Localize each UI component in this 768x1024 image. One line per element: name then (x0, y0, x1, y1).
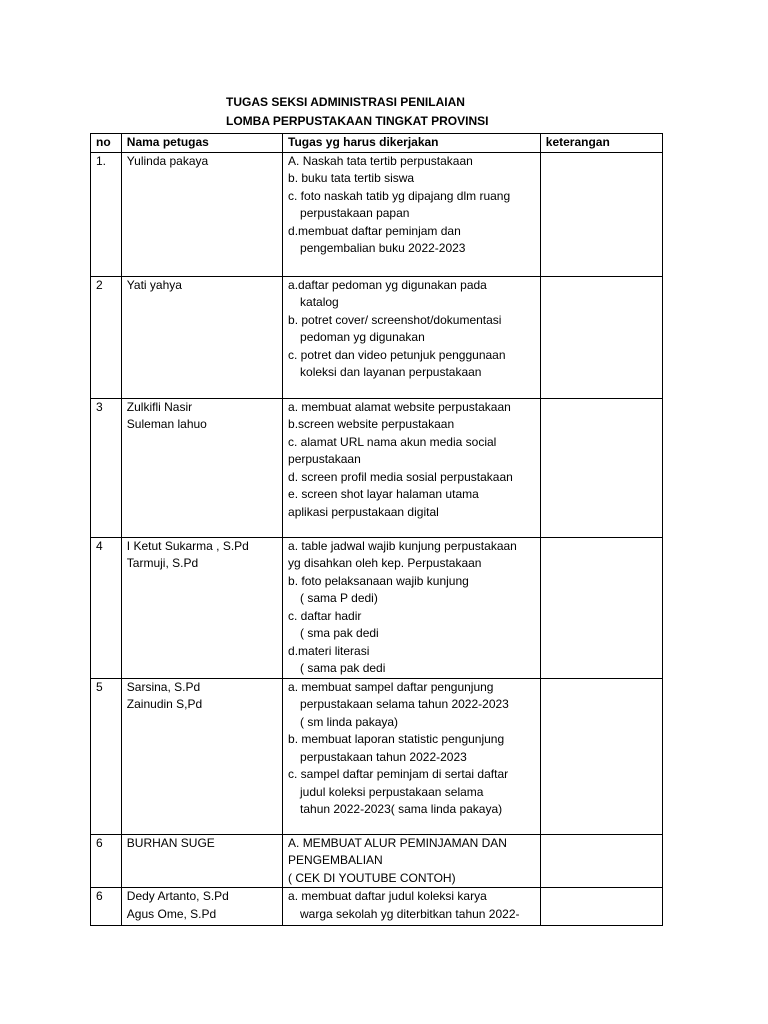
task-line: ( sama P dedi) (300, 591, 378, 605)
cell-tugas (283, 398, 541, 537)
cell-keterangan (540, 152, 662, 276)
cell-tugas (283, 888, 541, 926)
task-line: c. foto naskah tatib yg dipajang dlm ruang (288, 188, 511, 203)
petugas-name: Yati yahya (126, 277, 182, 292)
cell-keterangan (540, 398, 662, 537)
task-line: b. potret cover/ screenshot/dokumentasi (288, 312, 502, 327)
cell-no: 6 (91, 888, 122, 926)
table-row (91, 276, 663, 398)
task-line: A. MEMBUAT ALUR PEMINJAMAN DAN (288, 835, 507, 850)
cell-tugas (283, 152, 541, 276)
task-line: c. potret dan video petunjuk penggunaan (288, 347, 506, 362)
petugas-name: I Ketut Sukarma , S.Pd (126, 538, 249, 553)
task-line: ( CEK DI YOUTUBE CONTOH) (288, 870, 456, 885)
task-line: warga sekolah yg diterbitkan tahun 2022- (300, 906, 520, 921)
task-line: a. membuat sampel daftar pengunjung (288, 679, 494, 694)
task-line: c. daftar hadir (288, 608, 362, 623)
task-table (90, 133, 663, 926)
task-line: a.daftar pedoman yg digunakan pada (288, 277, 487, 292)
petugas-name: Suleman lahuo (126, 417, 207, 431)
cell-nama-petugas (121, 398, 282, 537)
table-header-row (91, 134, 663, 153)
task-line: tahun 2022-2023( sama linda pakaya) (300, 802, 503, 816)
task-line: ( sma pak dedi (300, 626, 379, 640)
cell-tugas (283, 276, 541, 398)
table-row (91, 398, 663, 537)
task-line: perpustakaan papan (300, 206, 410, 220)
petugas-name: Zainudin S,Pd (126, 697, 203, 711)
task-line: c. sampel daftar peminjam di sertai daftar (288, 767, 509, 781)
header-tugas: Tugas yg harus dikerjakan (283, 134, 541, 153)
cell-nama-petugas (121, 276, 282, 398)
task-line: d. screen profil media sosial perpustakaan (288, 469, 513, 484)
task-line: perpustakaan tahun 2022-2023 (300, 749, 467, 764)
task-line: a. membuat daftar judul koleksi karya (288, 889, 487, 903)
petugas-name: Yulinda pakaya (126, 153, 209, 168)
cell-keterangan (540, 888, 662, 926)
task-line: b. foto pelaksanaan wajib kunjung (288, 573, 469, 588)
task-line: ( sm linda pakaya) (300, 714, 399, 729)
task-line: pedoman yg digunakan (300, 330, 425, 344)
table-row (91, 834, 663, 888)
task-line: PENGEMBALIAN (288, 853, 383, 867)
task-line: a. membuat alamat website perpustakaan (288, 399, 511, 414)
task-line: a. table jadwal wajib kunjung perpustakaan (288, 538, 517, 553)
header-keterangan: keterangan (540, 134, 662, 153)
task-line: katalog (300, 295, 339, 309)
task-line: koleksi dan layanan perpustakaan (300, 365, 482, 379)
task-line: pengembalian buku 2022-2023 (300, 241, 466, 255)
task-line: aplikasi perpustakaan digital (288, 504, 439, 519)
task-line: b. buku tata tertib siswa (288, 171, 415, 185)
task-line: judul koleksi perpustakaan selama (300, 784, 484, 799)
cell-nama-petugas (121, 537, 282, 678)
cell-tugas (283, 678, 541, 834)
cell-keterangan (540, 537, 662, 678)
cell-nama-petugas (121, 888, 282, 926)
petugas-name: BURHAN SUGE (126, 835, 215, 850)
table-row (91, 537, 663, 678)
task-line: yg disahkan oleh kep. Perpustakaan (288, 556, 482, 570)
cell-no: 1. (91, 152, 122, 276)
table-row (91, 152, 663, 276)
task-line: e. screen shot layar halaman utama (288, 487, 479, 501)
table-row (91, 888, 663, 926)
task-line: perpustakaan (288, 452, 361, 466)
cell-nama-petugas (121, 834, 282, 888)
cell-no: 4 (91, 537, 122, 678)
petugas-name: Agus Ome, S.Pd (126, 906, 217, 921)
cell-nama-petugas (121, 678, 282, 834)
task-line: d.membuat daftar peminjam dan (288, 223, 461, 238)
header-no: no (91, 134, 122, 153)
cell-no: 2 (91, 276, 122, 398)
task-line: c. alamat URL nama akun media social (288, 434, 497, 449)
document-title-line-1: TUGAS SEKSI ADMINISTRASI PENILAIAN (226, 95, 465, 109)
cell-no: 3 (91, 398, 122, 537)
cell-keterangan (540, 276, 662, 398)
task-line: b.screen website perpustakaan (288, 417, 455, 431)
header-nama-petugas: Nama petugas (121, 134, 282, 153)
task-line: d.materi literasi (288, 643, 370, 658)
petugas-name: Sarsina, S.Pd (126, 679, 201, 694)
task-line: perpustakaan selama tahun 2022-2023 (300, 697, 509, 711)
task-line: ( sama pak dedi (300, 661, 386, 675)
cell-tugas (283, 537, 541, 678)
cell-nama-petugas (121, 152, 282, 276)
petugas-name: Tarmuji, S.Pd (126, 556, 199, 570)
petugas-name: Zulkifli Nasir (126, 399, 193, 414)
task-line: A. Naskah tata tertib perpustakaan (288, 153, 473, 168)
cell-no: 6 (91, 834, 122, 888)
document-title-line-2: LOMBA PERPUSTAKAAN TINGKAT PROVINSI (226, 114, 489, 128)
task-line: b. membuat laporan statistic pengunjung (288, 732, 505, 746)
petugas-name: Dedy Artanto, S.Pd (126, 889, 229, 903)
cell-tugas (283, 834, 541, 888)
cell-no: 5 (91, 678, 122, 834)
table-row (91, 678, 663, 834)
table-body (91, 152, 663, 926)
cell-keterangan (540, 834, 662, 888)
cell-keterangan (540, 678, 662, 834)
